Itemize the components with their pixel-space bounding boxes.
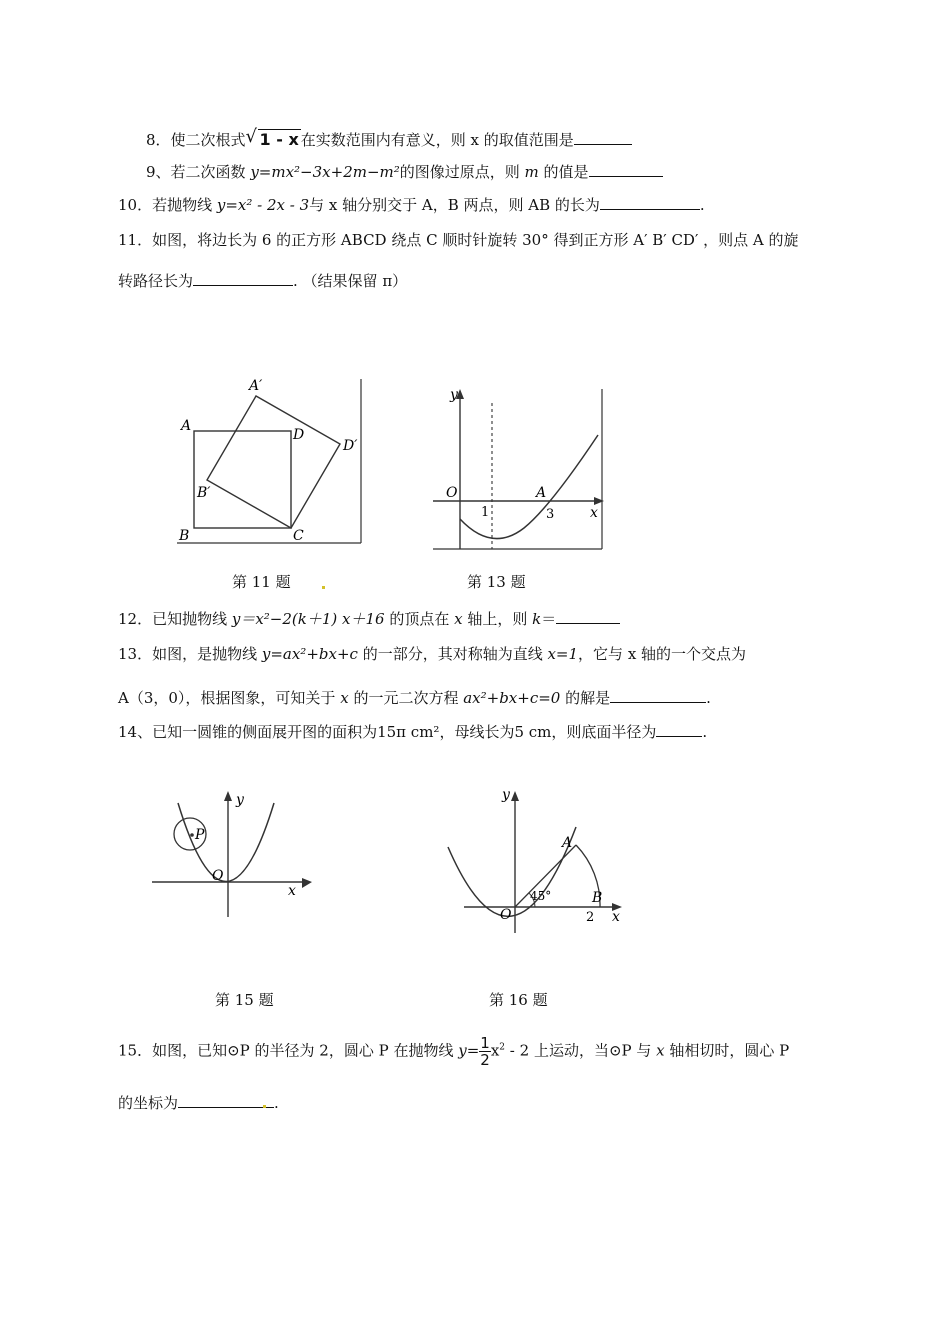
fraction-numerator: 1: [480, 1034, 490, 1052]
label-D-prime: D′: [343, 438, 358, 454]
answer-blank: [556, 609, 620, 624]
label-B: B: [592, 890, 603, 906]
question-8: [146, 126, 632, 150]
figure-13-caption: 第 13 题: [467, 573, 526, 591]
q15-text-3: 轴相切时，圆心 P: [664, 1041, 790, 1060]
answer-blank: [178, 1093, 274, 1108]
q13-end: .: [706, 689, 711, 707]
q15-x: x: [656, 1041, 665, 1060]
q13-axis: x=1: [547, 645, 579, 663]
q12-x: x: [454, 610, 463, 628]
parabola-curve: [178, 803, 274, 882]
q9-variable: m: [524, 163, 539, 181]
q14-end: .: [702, 723, 708, 741]
q13-equation: ax²+bx+c=0: [463, 689, 561, 707]
radical-sign-icon: √: [245, 126, 258, 147]
question-14: [118, 722, 707, 742]
q8-text: 8．使二次根式: [146, 131, 246, 149]
y-axis-arrow-icon: [511, 791, 519, 801]
parabola-curve: [448, 827, 576, 916]
q9-text-3: 的值是: [538, 163, 589, 181]
tick-2: 2: [586, 910, 595, 925]
q12-text-3: 轴上，则: [462, 610, 533, 628]
question-11-line-2: [118, 271, 407, 291]
stray-dot: [263, 1105, 266, 1108]
tick-1: 1: [481, 505, 490, 520]
q13-text: 13．如图，是抛物线: [118, 645, 262, 663]
q13-expression: y=ax²+bx+c: [261, 645, 358, 663]
label-A: A: [536, 485, 547, 501]
y-axis-arrow-icon: [224, 791, 232, 801]
label-D: D: [293, 427, 305, 443]
question-13-line-1: [118, 644, 746, 664]
figure-16-caption: 第 16 题: [489, 991, 548, 1009]
question-13-line-2: [118, 688, 711, 708]
label-A: A: [562, 835, 573, 851]
q10-end: .: [699, 196, 705, 214]
q8-radicand: 1 - x: [259, 130, 299, 149]
answer-blank: [589, 162, 663, 177]
parabola-curve: [460, 435, 598, 539]
q13-x: x: [340, 689, 349, 707]
question-15-line-2: [118, 1093, 279, 1113]
q10-text-2: 与 x 轴分别交于 A，B 两点，则 AB 的长为: [309, 196, 600, 214]
q15-y: y=: [458, 1041, 480, 1060]
label-y: y: [236, 792, 244, 808]
label-y: y: [450, 387, 458, 403]
x-axis-arrow-icon: [302, 878, 312, 888]
answer-blank: [600, 195, 700, 210]
q9-expression: y=mx²−3x+2m−m²: [250, 163, 400, 181]
q12-expression: y＝x²−2(k＋1) x＋16: [231, 610, 385, 628]
square-ABCD: [194, 431, 291, 528]
q15-text-2: - 2 上运动，当⊙P 与: [505, 1041, 657, 1060]
q12-text: 12．已知抛物线: [118, 610, 232, 628]
q13-text-3: ，它与 x 轴的一个交点为: [578, 645, 747, 663]
figure-11-square-rotation: [175, 375, 370, 550]
figure-11-caption: 第 11 题: [232, 573, 291, 591]
answer-blank: [610, 688, 706, 703]
q15-text: 15．如图，已知⊙P 的半径为 2，圆心 P 在抛物线: [118, 1041, 459, 1060]
q14-text: 14、已知一圆锥的侧面展开图的面积为15π cm²，母线长为5 cm，则底面半径为: [118, 723, 657, 741]
q10-expression: y=x² - 2x - 3: [216, 196, 310, 214]
q13-text-4: A（3，0），根据图象，可知关于: [118, 689, 341, 707]
q8-text-2: 在实数范围内有意义，则 x 的取值范围是: [300, 131, 574, 149]
q13-text-5: 的一元二次方程: [348, 689, 464, 707]
q11-text-2: . （结果保留 π）: [293, 272, 408, 290]
label-O: O: [212, 868, 224, 884]
label-y: y: [502, 787, 510, 803]
question-9: [146, 162, 663, 182]
q11-text: 转路径长为: [118, 272, 194, 290]
answer-blank: [574, 130, 632, 145]
label-C: C: [293, 528, 304, 544]
q9-text: 9、若二次函数: [146, 163, 251, 181]
q15-x-squared: x: [490, 1041, 500, 1060]
question-15-line-1: [118, 1035, 789, 1068]
q15-end: .: [274, 1094, 279, 1112]
figure-16-parabola-arc: [440, 785, 630, 945]
q13-text-6: 的解是: [560, 689, 611, 707]
fraction-one-half: [479, 1035, 491, 1068]
question-10: [118, 195, 705, 215]
label-P: P: [195, 827, 205, 843]
q12-k: k: [532, 610, 542, 628]
label-B: B: [179, 528, 190, 544]
figure-15-parabola-circle: [148, 785, 318, 925]
label-B-prime: B′: [197, 485, 211, 501]
label-x: x: [590, 505, 598, 521]
square-A1B1CD1: [207, 396, 340, 528]
question-12: [118, 609, 620, 629]
q9-text-2: 的图像过原点，则: [399, 163, 525, 181]
figure-15-caption: 第 15 题: [215, 991, 274, 1009]
sqrt-expression: [245, 126, 301, 150]
angle-label: 45°: [530, 889, 552, 903]
answer-blank: [193, 271, 293, 286]
label-x: x: [288, 883, 296, 899]
q12-text-2: 的顶点在: [384, 610, 455, 628]
q10-text: 10．若抛物线: [118, 196, 217, 214]
fraction-denominator: 2: [480, 1051, 490, 1069]
label-x: x: [612, 909, 620, 925]
q13-text-2: 的一部分，其对称轴为直线: [357, 645, 548, 663]
q15-text-4: 的坐标为: [118, 1094, 179, 1112]
label-O: O: [500, 907, 512, 923]
q15-exponent: 2: [499, 1042, 506, 1053]
answer-blank: [656, 722, 702, 737]
stray-dot: [322, 586, 325, 589]
label-A-prime: A′: [249, 378, 263, 394]
tick-3: 3: [546, 507, 555, 522]
center-point-P: [190, 833, 194, 837]
question-11-line-1: 11．如图，将边长为 6 的正方形 ABCD 绕点 C 顺时针旋转 30° 得到正方形 A′ B′ CD′ ，则点 A 的旋: [118, 231, 799, 249]
label-O: O: [446, 485, 458, 501]
label-A: A: [181, 418, 192, 434]
q12-eq: ＝: [541, 610, 557, 628]
figure-13-parabola: [430, 385, 610, 553]
